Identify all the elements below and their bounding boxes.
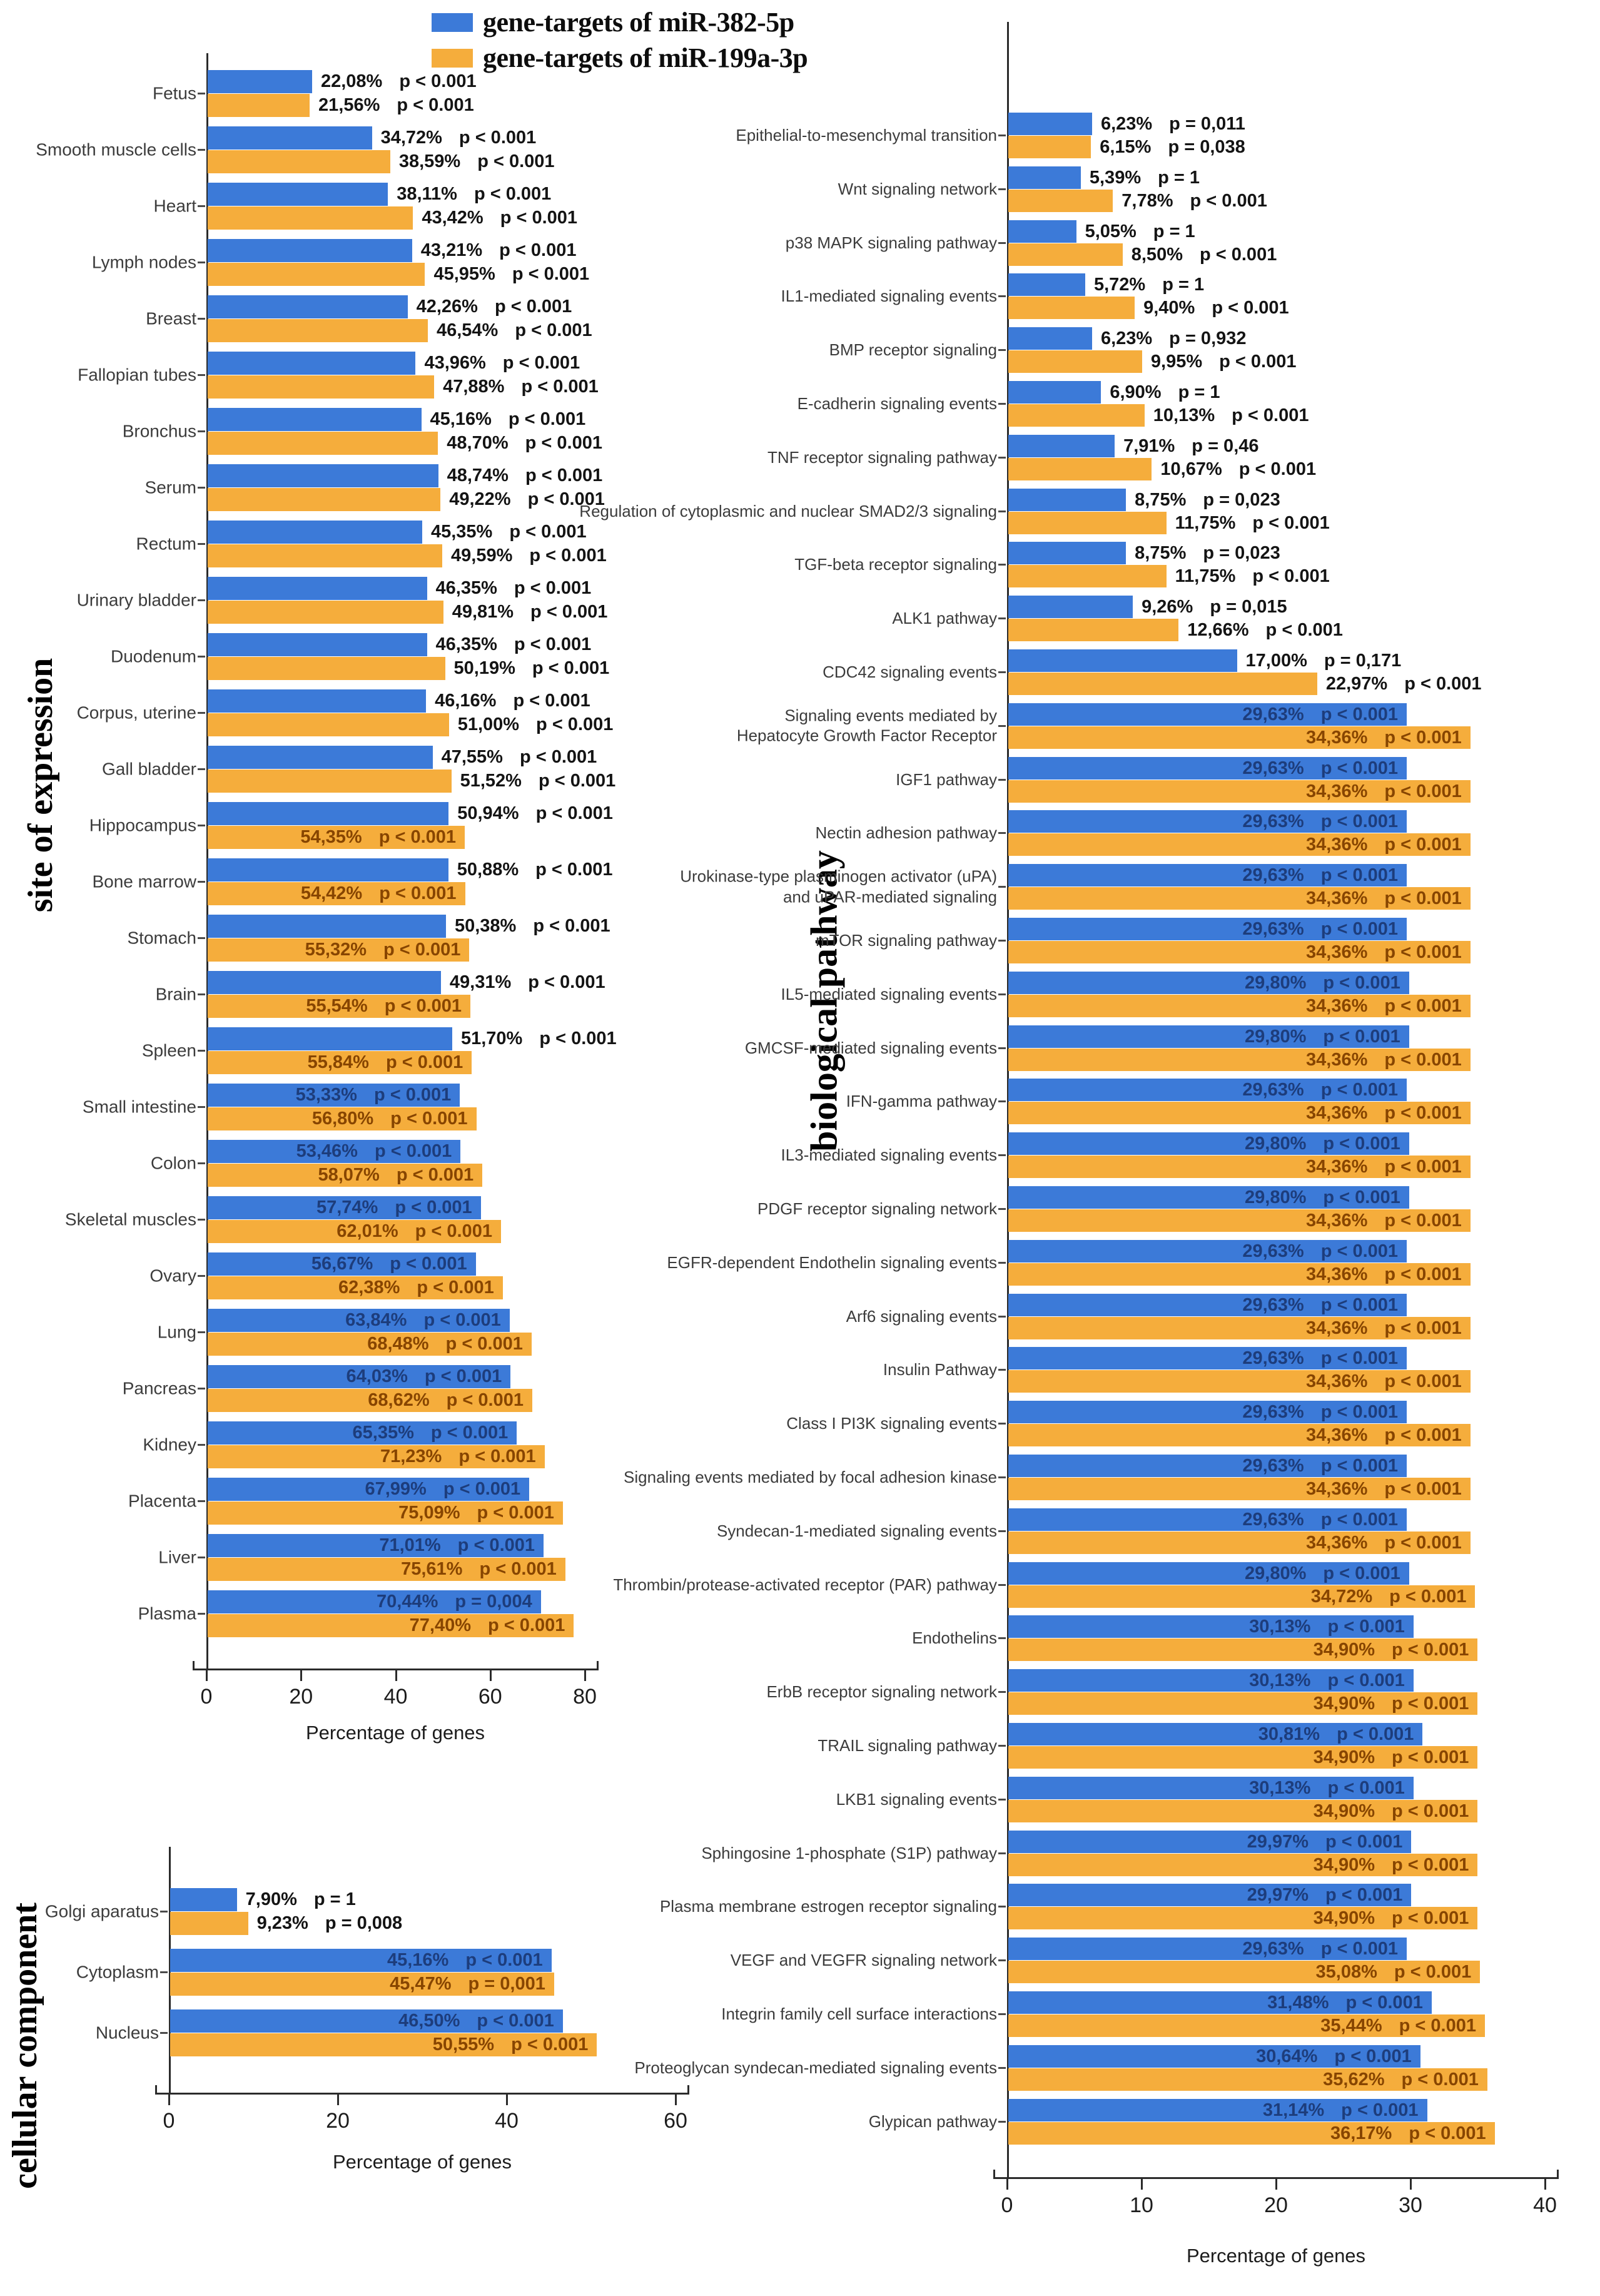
value-label: 29,97% p < 0.001 [1247, 1885, 1403, 1906]
value-label: 6,15% p = 0,038 [1100, 137, 1245, 157]
x-axis-tick-label: 0 [200, 1685, 213, 1709]
category-label: LKB1 signaling events [836, 1789, 997, 1809]
value-label: 35,08% p < 0.001 [1315, 1962, 1472, 1983]
category-label: Golgi aparatus [44, 1901, 159, 1921]
value-label: 48,70% p < 0.001 [447, 433, 602, 453]
value-label: 48,74% p < 0.001 [447, 465, 603, 485]
value-label: 34,36% p < 0.001 [1306, 888, 1462, 909]
bar-blue [1008, 649, 1237, 672]
category-label: TGF-beta receptor signaling [794, 555, 997, 574]
bar-blue [1008, 596, 1133, 618]
value-label: 47,88% p < 0.001 [443, 377, 599, 397]
x-axis-tick-label: 20 [289, 1685, 313, 1709]
value-label: 75,61% p < 0.001 [401, 1559, 557, 1579]
category-tick [998, 349, 1006, 351]
category-tick [998, 1423, 1006, 1425]
category-label: Liver [158, 1547, 196, 1567]
value-label: 29,80% p < 0.001 [1245, 1187, 1400, 1207]
value-label: 12,66% p < 0.001 [1187, 620, 1343, 641]
value-label: 34,36% p < 0.001 [1306, 942, 1462, 962]
category-label: Plasma membrane estrogen receptor signaling [659, 1897, 997, 1916]
value-label: 53,33% p < 0.001 [295, 1085, 452, 1105]
bar-orange [1008, 458, 1152, 480]
category-label: Epithelial-to-mesenchymal transition [736, 125, 997, 145]
bar-orange [1008, 350, 1142, 373]
category-label: Small intestine [82, 1097, 196, 1117]
bar-orange [1008, 190, 1113, 212]
value-label: 34,36% p < 0.001 [1306, 1211, 1462, 1231]
value-label: 34,90% p < 0.001 [1313, 1640, 1469, 1660]
category-label: Hippocampus [89, 815, 196, 835]
value-label: 22,97% p < 0.001 [1325, 674, 1482, 694]
value-label: 11,75% p < 0.001 [1175, 512, 1330, 533]
value-label: 30,13% p < 0.001 [1249, 1617, 1405, 1637]
value-label: 51,52% p < 0.001 [460, 771, 616, 791]
bar-blue [1008, 273, 1085, 296]
value-label: 34,36% p < 0.001 [1306, 1425, 1462, 1446]
category-tick [998, 1369, 1006, 1371]
x-axis-tick-label: 60 [478, 1685, 502, 1709]
x-axis-endcap [993, 2170, 995, 2178]
value-label: 10,13% p < 0.001 [1153, 405, 1309, 425]
value-label: 55,84% p < 0.001 [307, 1052, 463, 1072]
category-label: Urokinase-type plasminogen activator (uPA) and uPAR-mediated signaling [680, 866, 997, 907]
category-label: p38 MAPK signaling pathway [785, 233, 997, 252]
value-label: 29,63% p < 0.001 [1242, 1241, 1399, 1261]
value-label: 75,09% p < 0.001 [398, 1503, 554, 1523]
bar-orange [1008, 565, 1167, 587]
category-tick [998, 1799, 1006, 1801]
category-tick [998, 1959, 1006, 1961]
category-tick [998, 1316, 1006, 1318]
value-label: 34,90% p < 0.001 [1313, 1908, 1469, 1929]
value-label: 49,59% p < 0.001 [451, 546, 607, 566]
category-label: Kidney [143, 1435, 196, 1455]
category-label: Sphingosine 1-phosphate (S1P) pathway [701, 1843, 997, 1862]
x-axis-tick [1006, 2177, 1008, 2190]
value-label: 9,95% p < 0.001 [1150, 352, 1297, 372]
x-axis-tick-label: 0 [1001, 2193, 1013, 2217]
bar-orange [1008, 512, 1167, 534]
bar-blue [1008, 327, 1092, 350]
x-axis-tick [1410, 2177, 1412, 2190]
category-label: IL5-mediated signaling events [781, 984, 997, 1003]
category-label: Integrin family cell surface interactions [721, 2004, 997, 2023]
value-label: 67,99% p < 0.001 [365, 1479, 521, 1499]
value-label: 65,35% p < 0.001 [352, 1423, 509, 1443]
value-label: 68,48% p < 0.001 [367, 1334, 523, 1354]
value-label: 42,26% p < 0.001 [416, 297, 572, 317]
value-label: 29,63% p < 0.001 [1242, 1509, 1399, 1530]
category-tick [998, 832, 1006, 834]
x-axis-tick-label: 30 [1399, 2193, 1422, 2217]
value-label: 46,16% p < 0.001 [435, 691, 590, 711]
category-label: Signaling events mediated by focal adhesion kinase [624, 1467, 997, 1486]
value-label: 56,67% p < 0.001 [311, 1254, 467, 1274]
value-label: 34,36% p < 0.001 [1306, 1532, 1462, 1553]
category-label: Glypican pathway [868, 2111, 997, 2131]
value-label: 29,63% p < 0.001 [1242, 865, 1399, 886]
category-label: E-cadherin signaling events [797, 394, 997, 413]
category-tick [998, 188, 1006, 190]
value-label: 56,80% p < 0.001 [311, 1109, 468, 1129]
value-label: 77,40% p < 0.001 [409, 1615, 565, 1635]
category-tick [998, 2013, 1006, 2015]
value-label: 9,26% p = 0,015 [1142, 597, 1287, 617]
value-label: 34,72% p < 0.001 [380, 128, 537, 148]
category-label: Serum [144, 477, 196, 497]
value-label: 29,63% p < 0.001 [1242, 1348, 1399, 1369]
bar-blue [1008, 435, 1115, 457]
value-label: 7,91% p = 0,46 [1123, 435, 1259, 456]
value-label: 63,84% p < 0.001 [345, 1310, 501, 1330]
value-label: 34,36% p < 0.001 [1306, 1318, 1462, 1338]
value-label: 46,35% p < 0.001 [435, 634, 592, 654]
bar-blue [1008, 381, 1101, 404]
value-label: 34,90% p < 0.001 [1313, 1854, 1469, 1875]
value-label: 6,23% p = 0,932 [1100, 328, 1247, 349]
bar-orange [1008, 673, 1317, 695]
value-label: 35,62% p < 0.001 [1323, 2069, 1479, 2090]
value-label: 50,94% p < 0.001 [457, 803, 613, 823]
value-label: 34,36% p < 0.001 [1306, 727, 1462, 748]
value-label: 31,48% p < 0.001 [1267, 1993, 1423, 2013]
x-axis-tick [1544, 2177, 1546, 2190]
value-label: 34,36% p < 0.001 [1306, 1371, 1462, 1392]
x-axis-tick [1141, 2177, 1143, 2190]
value-label: 5,39% p = 1 [1089, 167, 1200, 188]
category-tick [998, 1154, 1006, 1156]
category-tick [998, 1852, 1006, 1854]
category-label: Endothelins [912, 1628, 997, 1648]
value-label: 9,40% p < 0.001 [1143, 298, 1289, 318]
value-label: 51,00% p < 0.001 [457, 714, 614, 734]
value-label: 34,36% p < 0.001 [1306, 1157, 1462, 1177]
value-label: 22,08% p < 0.001 [320, 71, 477, 91]
value-label: 43,96% p < 0.001 [424, 353, 580, 373]
value-label: 49,22% p < 0.001 [449, 489, 605, 509]
bar-orange [1008, 297, 1135, 319]
value-label: 58,07% p < 0.001 [318, 1165, 474, 1185]
legend-label: gene-targets of miR-199a-3p [483, 43, 808, 73]
x-axis-label-cellular: Percentage of genes [332, 2151, 512, 2173]
value-label: 5,72% p = 1 [1093, 275, 1205, 295]
value-label: 29,97% p < 0.001 [1247, 1831, 1403, 1852]
value-label: 30,64% p < 0.001 [1256, 2046, 1412, 2066]
category-label: Gall bladder [102, 759, 196, 779]
legend-label: gene-targets of miR-382-5p [483, 7, 794, 38]
value-label: 54,35% p < 0.001 [300, 827, 457, 847]
x-axis-label-pathway: Percentage of genes [1186, 2245, 1366, 2267]
value-label: 30,13% p < 0.001 [1249, 1670, 1405, 1691]
value-label: 57,74% p < 0.001 [316, 1197, 472, 1217]
value-label: 6,23% p = 0,011 [1100, 114, 1245, 134]
category-label: Signaling events mediated by Hepatocyte Growth Factor Receptor [736, 706, 997, 745]
value-label: 29,63% p < 0.001 [1242, 1402, 1399, 1423]
value-label: 43,21% p < 0.001 [420, 240, 577, 260]
bar-orange [1008, 243, 1123, 266]
bar-blue [1008, 542, 1126, 564]
value-label: 34,36% p < 0.001 [1306, 1479, 1462, 1499]
category-label: VEGF and VEGFR signaling network [730, 1950, 997, 1969]
value-label: 36,17% p < 0.001 [1330, 2123, 1486, 2143]
category-tick [998, 1906, 1006, 1907]
category-label: Ovary [149, 1266, 196, 1286]
category-label: Urinary bladder [76, 590, 196, 610]
category-label: Skeletal muscles [64, 1209, 196, 1229]
bar-blue [1008, 166, 1081, 189]
category-label: Bone marrow [92, 871, 196, 891]
category-tick [998, 1584, 1006, 1586]
value-label: 8,75% p = 0,023 [1135, 543, 1280, 564]
value-label: 38,11% p < 0.001 [397, 184, 552, 204]
value-label: 53,46% p < 0.001 [296, 1141, 452, 1161]
bar-orange [1008, 619, 1178, 641]
x-axis-tick-label: 20 [326, 2109, 350, 2133]
category-tick [998, 457, 1006, 459]
value-label: 68,62% p < 0.001 [368, 1390, 524, 1410]
value-label: 30,13% p < 0.001 [1249, 1777, 1405, 1798]
category-label: Lymph nodes [91, 252, 196, 272]
value-label: 30,81% p < 0.001 [1258, 1724, 1414, 1744]
category-label: Nucleus [95, 2023, 159, 2043]
category-label: Corpus, uterine [76, 703, 196, 723]
x-axis-tick-label: 40 [383, 1685, 408, 1709]
category-label: Wnt signaling network [838, 179, 997, 198]
category-tick [998, 1100, 1006, 1102]
value-label: 34,36% p < 0.001 [1306, 995, 1462, 1016]
value-label: 34,90% p < 0.001 [1313, 1694, 1469, 1714]
category-tick [998, 779, 1006, 781]
value-label: 34,36% p < 0.001 [1306, 835, 1462, 855]
category-label: Placenta [128, 1491, 196, 1511]
category-label: Heart [153, 196, 196, 216]
category-label: Rectum [136, 534, 196, 554]
category-label: Brain [155, 984, 196, 1004]
value-label: 55,32% p < 0.001 [305, 940, 461, 960]
category-tick [998, 1476, 1006, 1478]
value-label: 29,80% p < 0.001 [1245, 1134, 1400, 1154]
x-axis-tick-label: 80 [573, 1685, 597, 1709]
value-label: 64,03% p < 0.001 [346, 1366, 502, 1386]
value-label: 8,50% p < 0.001 [1131, 244, 1277, 265]
category-tick [998, 2121, 1006, 2123]
value-label: 34,90% p < 0.001 [1313, 1747, 1469, 1767]
value-label: 5,05% p = 1 [1085, 221, 1195, 241]
value-label: 8,75% p = 0,023 [1135, 489, 1280, 510]
axis-title-biological-pathway: biological pathway [803, 850, 845, 1152]
category-tick [998, 135, 1006, 136]
category-label: Spleen [141, 1040, 196, 1060]
value-label: 29,63% p < 0.001 [1242, 1456, 1399, 1476]
bar-blue [1008, 113, 1092, 135]
value-label: 46,35% p < 0.001 [435, 578, 592, 598]
category-label: Arf6 signaling events [846, 1306, 997, 1326]
category-tick [998, 2067, 1006, 2069]
value-label: 21,56% p < 0.001 [318, 95, 474, 115]
category-label: IFN-gamma pathway [846, 1092, 997, 1111]
value-label: 29,80% p < 0.001 [1245, 1563, 1400, 1583]
category-label: Smooth muscle cells [36, 140, 196, 160]
category-label: Cytoplasm [76, 1962, 159, 1982]
category-tick [998, 1691, 1006, 1693]
axis-title-cellular-component: cellular component [6, 1902, 44, 2189]
bar-blue [1008, 489, 1126, 511]
category-label: Nectin adhesion pathway [815, 823, 997, 843]
category-tick [998, 940, 1006, 942]
category-label: IL1-mediated signaling events [781, 287, 997, 306]
value-label: 11,75% p < 0.001 [1175, 566, 1330, 587]
value-label: 29,80% p < 0.001 [1245, 972, 1400, 993]
bar-blue [1008, 220, 1076, 243]
value-label: 47,55% p < 0.001 [441, 747, 597, 767]
category-label: Bronchus [122, 421, 196, 441]
value-label: 34,72% p < 0.001 [1310, 1586, 1467, 1607]
category-tick [998, 1208, 1006, 1210]
value-label: 71,23% p < 0.001 [380, 1446, 536, 1466]
category-label: TRAIL signaling pathway [818, 1735, 997, 1755]
value-label: 29,63% p < 0.001 [1242, 1939, 1399, 1959]
value-label: 34,36% p < 0.001 [1306, 1103, 1462, 1124]
value-label: 45,35% p < 0.001 [430, 522, 587, 542]
value-label: 70,44% p = 0,004 [377, 1592, 532, 1612]
category-label: Fetus [152, 83, 196, 103]
category-label: BMP receptor signaling [829, 340, 997, 359]
value-label: 46,50% p < 0.001 [398, 2011, 554, 2031]
x-axis-tick-label: 10 [1130, 2193, 1153, 2217]
value-label: 50,88% p < 0.001 [457, 860, 613, 880]
category-label: Duodenum [111, 646, 196, 666]
category-tick [998, 725, 1006, 727]
category-tick [998, 1637, 1006, 1639]
category-tick [998, 403, 1006, 405]
category-label: GMCSF-mediated signaling events [744, 1038, 997, 1057]
category-label: CDC42 signaling events [823, 662, 997, 681]
x-axis-tick-label: 20 [1264, 2193, 1288, 2217]
bar-orange [1008, 404, 1145, 427]
category-tick [998, 1745, 1006, 1747]
category-tick [998, 1262, 1006, 1264]
category-label: Proteoglycan syndecan-mediated signaling events [634, 2058, 997, 2077]
x-axis-tick-label: 0 [163, 2109, 175, 2133]
value-label: 49,31% p < 0.001 [449, 972, 605, 992]
category-label: PDGF receptor signaling network [757, 1199, 997, 1218]
value-label: 51,70% p < 0.001 [460, 1029, 617, 1049]
category-label: Pancreas [122, 1378, 196, 1398]
value-label: 38,59% p < 0.001 [398, 151, 555, 171]
value-label: 45,16% p < 0.001 [387, 1950, 543, 1970]
x-axis-tick-label: 40 [495, 2109, 519, 2133]
value-label: 29,80% p < 0.001 [1245, 1026, 1400, 1047]
value-label: 7,90% p = 1 [245, 1889, 356, 1909]
category-label: mTOR signaling pathway [816, 930, 997, 950]
category-label: ALK1 pathway [892, 608, 997, 627]
value-label: 49,81% p < 0.001 [452, 602, 608, 622]
category-tick [998, 564, 1006, 566]
category-label: Stomach [127, 928, 196, 948]
value-label: 29,63% p < 0.001 [1242, 811, 1399, 832]
value-label: 45,47% p = 0,001 [390, 1974, 545, 1994]
value-label: 6,90% p = 1 [1110, 382, 1220, 402]
category-label: Lung [157, 1322, 196, 1342]
category-label: Colon [150, 1153, 196, 1173]
category-tick [998, 671, 1006, 673]
value-label: 54,42% p < 0.001 [300, 883, 457, 903]
category-tick [998, 242, 1006, 244]
value-label: 62,38% p < 0.001 [338, 1278, 494, 1298]
value-label: 10,67% p < 0.001 [1160, 459, 1317, 479]
value-label: 31,14% p < 0.001 [1262, 2100, 1419, 2120]
value-label: 9,23% p = 0,008 [256, 1913, 403, 1933]
value-label: 46,54% p < 0.001 [436, 320, 592, 340]
category-tick [998, 993, 1006, 995]
category-label: Syndecan-1-mediated signaling events [716, 1521, 997, 1540]
value-label: 29,63% p < 0.001 [1242, 1080, 1399, 1100]
value-label: 55,54% p < 0.001 [306, 996, 462, 1016]
value-label: 34,90% p < 0.001 [1313, 1801, 1469, 1821]
category-tick [998, 295, 1006, 297]
x-axis-endcap [1557, 2170, 1559, 2178]
value-label: 29,63% p < 0.001 [1242, 704, 1399, 724]
value-label: 34,36% p < 0.001 [1306, 1049, 1462, 1070]
value-label: 7,78% p < 0.001 [1122, 190, 1267, 211]
x-axis-tick-label: 40 [1533, 2193, 1557, 2217]
x-axis-tick [1275, 2177, 1277, 2190]
category-tick [998, 1047, 1006, 1049]
value-label: 29,63% p < 0.001 [1242, 758, 1399, 778]
category-label: ErbB receptor signaling network [766, 1682, 997, 1701]
value-label: 34,36% p < 0.001 [1306, 781, 1462, 801]
category-label: IGF1 pathway [896, 770, 997, 789]
category-label: Breast [146, 308, 196, 328]
value-label: 34,36% p < 0.001 [1306, 1264, 1462, 1284]
value-label: 50,38% p < 0.001 [454, 916, 610, 936]
category-tick [998, 1530, 1006, 1532]
value-label: 35,44% p < 0.001 [1320, 2016, 1476, 2036]
category-label: Insulin Pathway [883, 1360, 997, 1379]
category-label: Regulation of cytoplasmic and nuclear SMAD2/3 signaling [579, 501, 997, 521]
category-label: TNF receptor signaling pathway [767, 447, 997, 467]
value-label: 29,63% p < 0.001 [1242, 1294, 1399, 1315]
bar-orange [1008, 136, 1091, 158]
value-label: 45,95% p < 0.001 [433, 264, 590, 284]
value-label: 17,00% p = 0,171 [1245, 651, 1402, 671]
category-tick [998, 886, 1006, 888]
value-label: 45,16% p < 0.001 [430, 409, 586, 429]
category-label: Plasma [138, 1603, 196, 1623]
category-label: EGFR-dependent Endothelin signaling events [667, 1252, 997, 1272]
x-axis-tick-label: 60 [664, 2109, 687, 2133]
value-label: 29,63% p < 0.001 [1242, 919, 1399, 939]
category-label: Class I PI3K signaling events [786, 1413, 997, 1433]
value-label: 50,55% p < 0.001 [432, 2034, 589, 2055]
category-label: Fallopian tubes [78, 365, 196, 385]
value-label: 71,01% p < 0.001 [379, 1535, 535, 1555]
value-label: 62,01% p < 0.001 [337, 1221, 492, 1241]
category-label: Thrombin/protease-activated receptor (PAR) pathway [613, 1575, 997, 1594]
category-tick [998, 617, 1006, 619]
category-label: IL3-mediated signaling events [781, 1145, 997, 1164]
x-axis-label-site: Percentage of genes [305, 1722, 485, 1744]
category-tick [998, 511, 1006, 512]
value-label: 50,19% p < 0.001 [453, 658, 610, 678]
axis-title-site-of-expression: site of expression [21, 658, 60, 913]
value-label: 43,42% p < 0.001 [422, 208, 578, 228]
